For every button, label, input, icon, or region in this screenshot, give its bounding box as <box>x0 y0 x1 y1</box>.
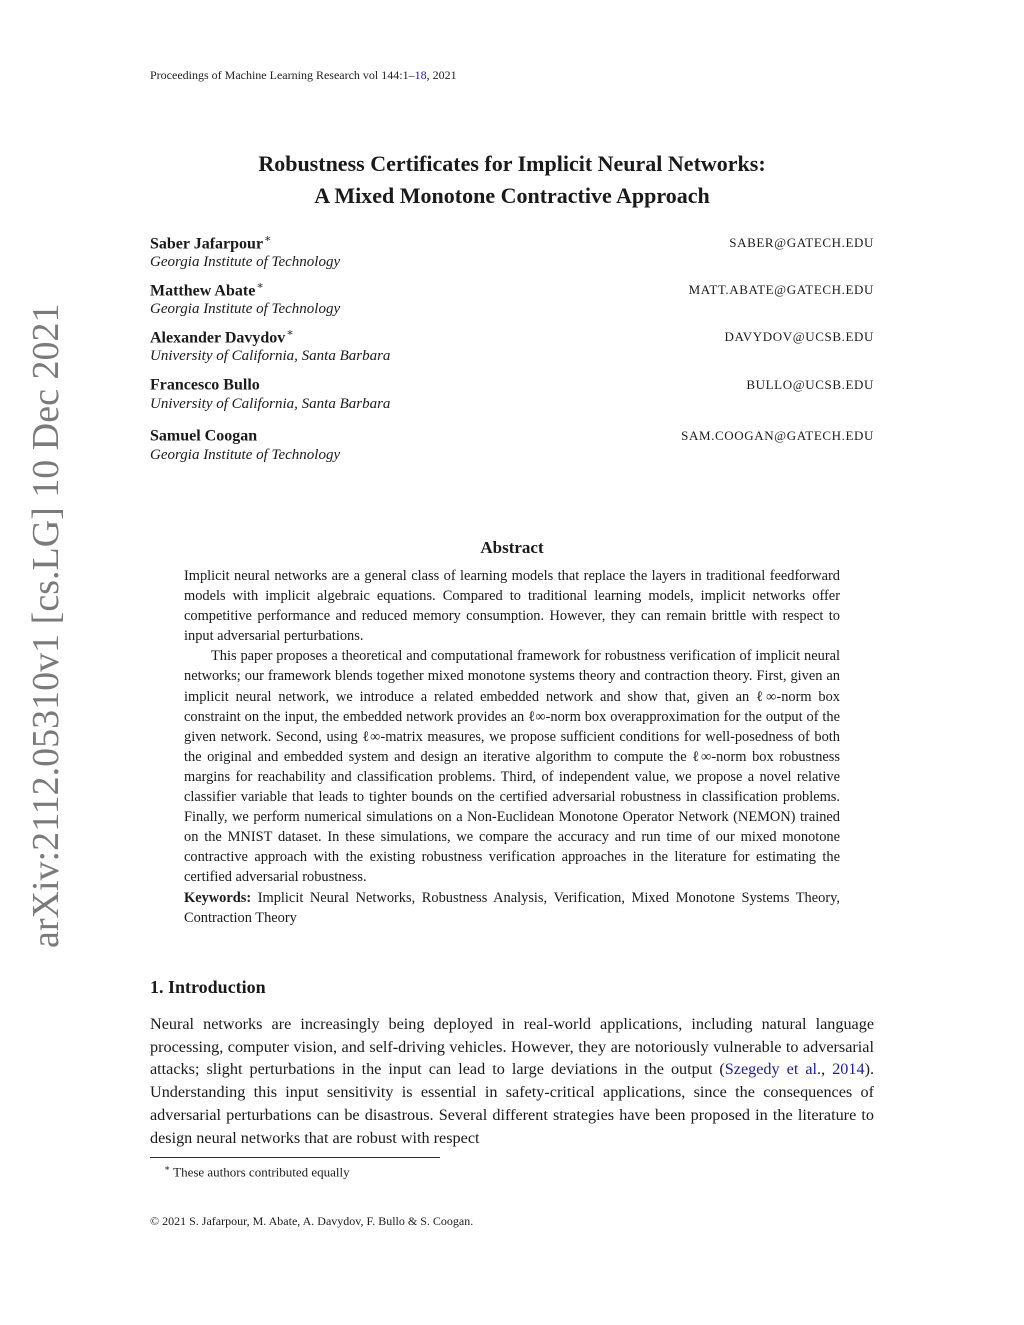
abstract-heading: Abstract <box>480 538 544 557</box>
author-block <box>150 279 874 325</box>
citation-link-year[interactable]: 2014 <box>832 1060 865 1079</box>
author-email: BULLO@UCSB.EDU <box>746 377 874 392</box>
equal-contribution-mark: ∗ <box>264 233 272 245</box>
abstract-body <box>184 566 840 928</box>
citation-link-author[interactable]: Szegedy et al. <box>724 1060 822 1079</box>
arxiv-identifier-stamp: arXiv:2112.05310v1 [cs.LG] 10 Dec 2021 <box>25 303 67 948</box>
keywords-list: Implicit Neural Networks, Robustness Analysis, Verification, Mixed Monotone Systems Theory, Contraction Theory <box>184 889 840 926</box>
keywords <box>184 888 840 928</box>
author-affiliation: University of California, Santa Barbara <box>150 348 391 364</box>
author-email: SAM.COOGAN@GATECH.EDU <box>681 428 874 443</box>
title-line-2: A Mixed Monotone Contractive Approach <box>314 183 710 208</box>
author-block <box>150 326 874 372</box>
author-block <box>150 425 874 471</box>
author-name: Samuel Coogan <box>150 427 258 445</box>
section-heading-introduction: 1. Introduction <box>150 977 266 997</box>
author-affiliation: University of California, Santa Barbara <box>150 396 391 412</box>
author-email: DAVYDOV@UCSB.EDU <box>724 329 874 344</box>
author-affiliation: Georgia Institute of Technology <box>150 301 341 317</box>
abstract-paragraph: Implicit neural networks are a general class of learning models that replace the layers in traditional feedforward models with implicit algebraic equations. Compared to traditional learning models, implicit networks offer competitive performance and reduced memory consumption. However, they can remain brittle with respect to input adversarial perturbations. <box>184 568 840 645</box>
paper-title <box>150 148 874 212</box>
equal-contribution-mark: ∗ <box>286 327 294 339</box>
title-line-1: Robustness Certificates for Implicit Neural Networks: <box>258 151 766 176</box>
author-name: Alexander Davydov∗ <box>150 327 294 347</box>
abstract-paragraph: This paper proposes a theoretical and computational framework for robustness verification of implicit neural networks; our framework blends together mixed monotone systems theory and contraction theory. First, given an implicit neural network, we introduce a related embedded network and show that, given an ℓ∞-norm box constraint on the input, the embedded network provides an ℓ∞-norm box overapproximation for the output of the given network. Second, using ℓ∞-matrix measures, we propose sufficient conditions for well-posedness of both the original and embedded system and design an iterative algorithm to compute the ℓ∞-norm box robustness margins for reachability and classification problems. Third, of independent value, we propose a novel relative classifier variable that leads to tighter bounds on the certified adversarial robustness in classification problems. Finally, we perform numerical simulations on a Non-Euclidean Monotone Operator Network (NEMON) trained on the MNIST dataset. In these simulations, we compare the accuracy and run time of our mixed monotone contractive approach with the existing robustness verification approaches in the literature for estimating the certified adversarial robustness. <box>184 648 840 886</box>
author-email: MATT.ABATE@GATECH.EDU <box>688 282 874 297</box>
author-email: SABER@GATECH.EDU <box>729 235 874 250</box>
author-affiliation: Georgia Institute of Technology <box>150 447 341 463</box>
keywords-label: Keywords: <box>184 889 252 906</box>
introduction-paragraph: Neural networks are increasingly being deployed in real-world applications, including natural language processing, computer vision, and self-driving vehicles. However, they are notoriously vulnerable to adversarial attacks; slight perturbations in the input can lead to large deviations in the output (Szegedy et al., 2014). Understanding this input sensitivity is essential in safety-critical applications, since the consequences of adversarial perturbations can be disastrous. Several different strategies have been proposed in the literature to design neural networks that are robust with respect <box>150 1015 875 1147</box>
equal-contribution-mark: ∗ <box>256 280 264 292</box>
author-name: Saber Jafarpour∗ <box>150 233 272 253</box>
footnote-divider <box>150 1157 440 1158</box>
author-block <box>150 374 874 420</box>
running-header-text: Proceedings of Machine Learning Research vol 144:1– <box>150 68 415 82</box>
page-range-link[interactable]: 18 <box>414 68 427 82</box>
footnote <box>164 1163 350 1180</box>
copyright-notice: © 2021 S. Jafarpour, M. Abate, A. Davydov, F. Bullo & S. Coogan. <box>150 1214 474 1228</box>
footnote-text: These authors contributed equally <box>173 1164 350 1180</box>
author-name: Matthew Abate∗ <box>150 280 264 300</box>
footnote-mark: ∗ <box>164 1163 171 1173</box>
author-name: Francesco Bullo <box>150 376 260 394</box>
author-block <box>150 232 874 278</box>
running-header <box>150 68 457 83</box>
running-header-year: , 2021 <box>426 68 457 82</box>
author-affiliation: Georgia Institute of Technology <box>150 254 341 270</box>
introduction-body <box>150 1013 874 1149</box>
